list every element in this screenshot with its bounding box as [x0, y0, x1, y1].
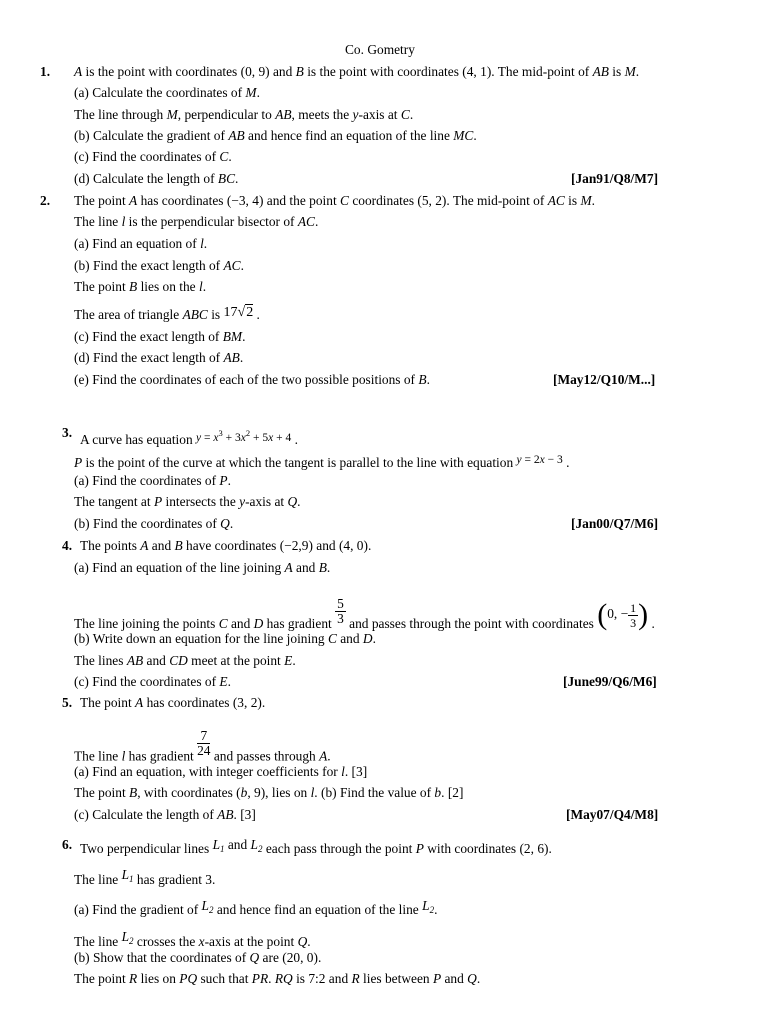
question-part: (a) Find an equation of the line joining A and B. [74, 560, 331, 575]
question-number: 5. [62, 695, 73, 710]
question-text: The points A and B have coordinates (−2,9) and (4, 0). [80, 538, 372, 553]
question-reference: [June99/Q6/M6] [563, 674, 657, 689]
question-number: 3. [62, 425, 73, 440]
question-part: (a) Find an equation, with integer coefficients for l. [3] [74, 764, 368, 779]
question-part: (a) Find the gradient of $L_2$ and hence find an equation of the line $L_2$. [74, 898, 438, 917]
question-number: 6. [62, 837, 73, 852]
question-text: The point B, with coordinates (b, 9), lies on l. (b) Find the value of b. [2] [74, 785, 464, 800]
curve-equation: $y = x^3 + 3x^2 + 5x + 4$ [196, 428, 292, 444]
question-text: A is the point with coordinates (0, 9) and B is the point with coordinates (4, 1). The mid-point of AB is M. [74, 64, 640, 79]
question-text: The line $L_1$ has gradient 3. [74, 867, 216, 887]
point-coordinates: (0, − $\frac{1}{3}$ ) [597, 598, 649, 631]
question-text: Two perpendicular lines $L_1$ and $L_2$ each pass through the point P with coordinates (2, 6). [80, 837, 552, 856]
question-part: (a) Find an equation of l. [74, 236, 208, 251]
question-part: (c) Calculate the length of AB. [3] [74, 807, 256, 822]
page-title: Co. Gometry [345, 42, 415, 57]
question-reference: [May12/Q10/M...] [553, 372, 656, 387]
question-part: (b) Show that the coordinates of Q are (20, 0). [74, 950, 322, 965]
question-part: (b) Find the coordinates of Q. [74, 516, 234, 531]
question-part: (d) Find the exact length of AB. [74, 350, 244, 365]
question-reference: [Jan00/Q7/M6] [571, 516, 659, 531]
question-text: The line joining the points C and D has gradient $\frac{5}{3}$ and passes through the point with coordinates (0, − $\frac{1}{3}$ ) . [74, 595, 655, 632]
question-part: (a) Find the coordinates of P. [74, 473, 231, 488]
question-part: (e) Find the coordinates of each of the two possible positions of B. [74, 372, 430, 387]
question-part: (b) Find the exact length of AC. [74, 258, 244, 273]
question-part: (c) Find the coordinates of C. [74, 149, 232, 164]
question-text: A curve has equation $y = x^3 + 3x^2 + 5x + 4$ . [80, 428, 298, 447]
question-text: The tangent at P intersects the y-axis at Q. [74, 494, 301, 509]
question-part: (d) Calculate the length of BC. [74, 171, 239, 186]
question-text: The line $L_2$ crosses the x-axis at the point Q. [74, 929, 311, 949]
question-text: The line l has gradient $\frac{7}{24}$ and passes through A. [74, 728, 331, 764]
question-number: 1. [40, 64, 51, 79]
question-text: The area of triangle ABC is 17√2 . [74, 305, 260, 322]
question-number: 2. [40, 193, 51, 208]
question-reference: [Jan91/Q8/M7] [571, 171, 659, 186]
question-text: The point A has coordinates (−3, 4) and the point C coordinates (5, 2). The mid-point of AC is M. [74, 193, 595, 208]
question-text: The line l is the perpendicular bisector of AC. [74, 214, 319, 229]
question-part: (c) Find the coordinates of E. [74, 674, 231, 689]
question-text: P is the point of the curve at which the tangent is parallel to the line with equation y = 2x − 3 . [74, 454, 570, 470]
question-text: The lines AB and CD meet at the point E. [74, 653, 296, 668]
area-value: 17√2 [223, 305, 254, 320]
question-part: (b) Calculate the gradient of AB and hence find an equation of the line MC. [74, 128, 477, 143]
question-text: The point R lies on PQ such that PR. RQ is 7:2 and R lies between P and Q. [74, 971, 481, 986]
gradient-fraction: $\frac{5}{3}$ [337, 595, 344, 626]
question-reference: [May07/Q4/M8] [566, 807, 659, 822]
question-part: (c) Find the exact length of BM. [74, 329, 246, 344]
question-part: (b) Write down an equation for the line joining C and D. [74, 631, 376, 646]
question-number: 4. [62, 538, 73, 553]
line-equation: y = 2x − 3 [516, 454, 563, 466]
gradient-fraction: $\frac{7}{24}$ [197, 728, 211, 758]
question-text: The point B lies on the l. [74, 279, 207, 294]
question-text: The point A has coordinates (3, 2). [80, 695, 266, 710]
question-part: (a) Calculate the coordinates of M. [74, 85, 260, 100]
question-text: The line through M, perpendicular to AB, meets the y-axis at C. [74, 107, 414, 122]
